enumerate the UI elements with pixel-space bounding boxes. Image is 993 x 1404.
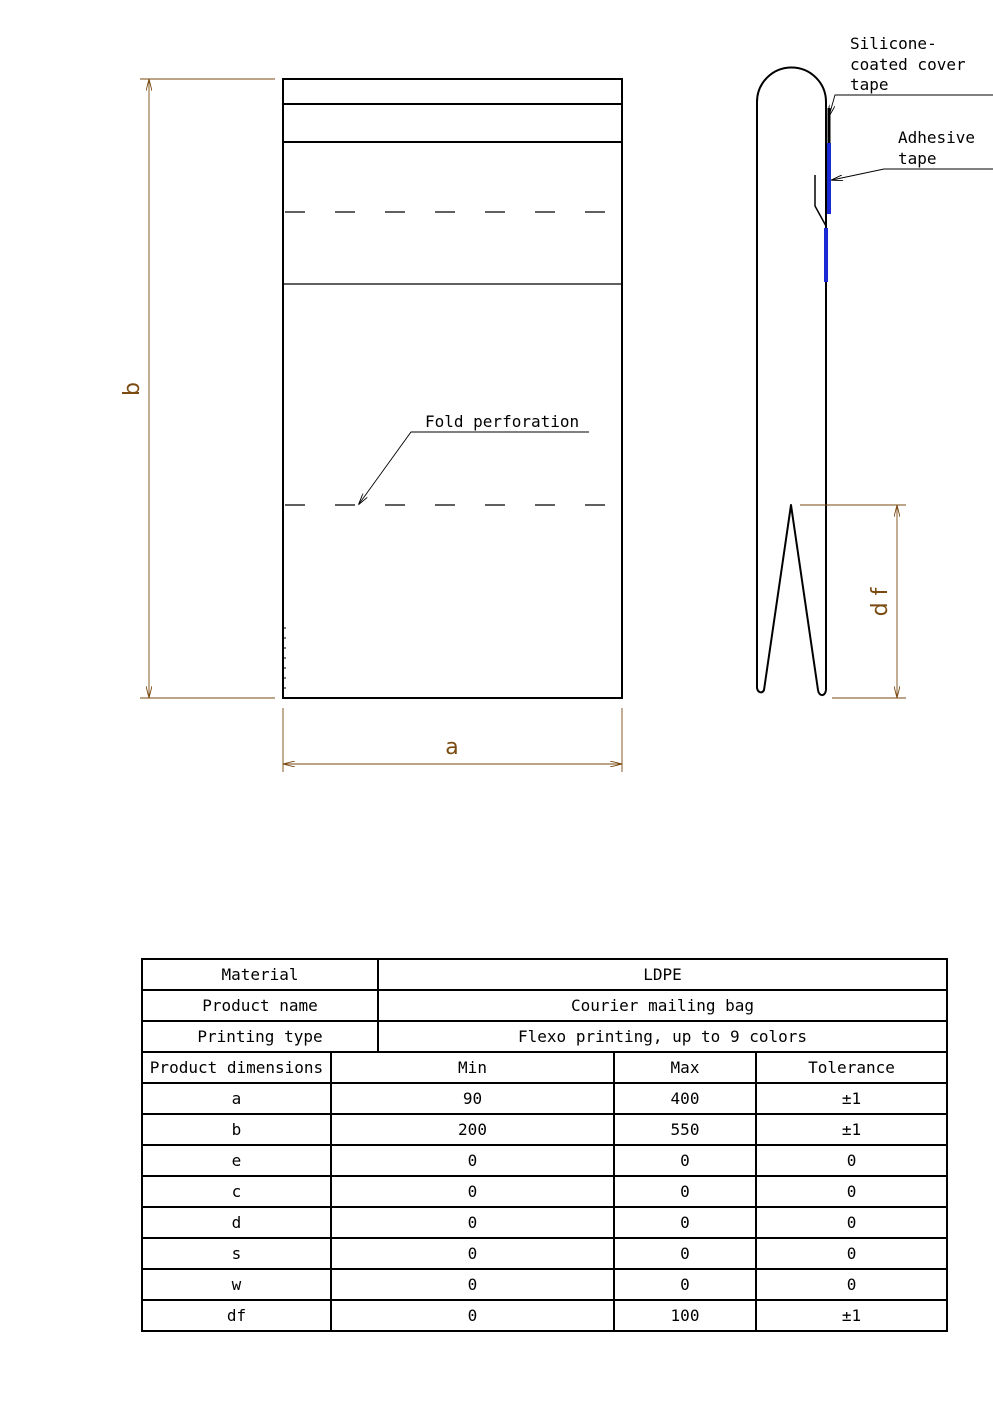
fold-perforation-callout [359,412,589,504]
dim-min: 90 [331,1083,614,1114]
dim-min: 0 [331,1238,614,1269]
dimension-a-label: a [445,735,459,760]
fold-perforation-label: Fold perforation [425,412,580,431]
printing-type-value: Flexo printing, up to 9 colors [378,1021,947,1052]
dim-name: df [142,1300,331,1331]
spec-table [141,958,948,1332]
silicone-tape-label: Silicone- coated cover tape [850,34,966,94]
dimension-b [140,79,275,698]
dim-name: c [142,1176,331,1207]
adhesive-tape-callout [832,128,993,180]
dim-max: 0 [614,1238,756,1269]
side-profile [757,68,826,696]
dimensions-header-row [142,1052,947,1083]
material-value: LDPE [378,959,947,990]
dim-min: 0 [331,1269,614,1300]
dim-max: 550 [614,1114,756,1145]
dim-min: 0 [331,1207,614,1238]
dim-tolerance: 0 [756,1145,947,1176]
dim-tolerance: ±1 [756,1114,947,1145]
dim-tolerance: 0 [756,1176,947,1207]
flap-fold [815,175,826,226]
table-row [142,1300,947,1331]
header-min: Min [331,1052,614,1083]
dim-tolerance: 0 [756,1269,947,1300]
header-max: Max [614,1052,756,1083]
dim-min: 0 [331,1300,614,1331]
dim-name: a [142,1083,331,1114]
table-row [142,1083,947,1114]
dim-max: 0 [614,1269,756,1300]
dim-name: b [142,1114,331,1145]
dim-max: 0 [614,1176,756,1207]
product-name-value: Courier mailing bag [378,990,947,1021]
dimensions-header-label: Product dimensions [142,1052,331,1083]
dim-tolerance: 0 [756,1238,947,1269]
bag-outline [283,79,622,698]
dim-max: 0 [614,1207,756,1238]
silicone-tape-callout [829,34,993,116]
table-row [142,1145,947,1176]
dim-name: e [142,1145,331,1176]
dimension-b-label: b [120,382,145,396]
product-name-label: Product name [142,990,378,1021]
dim-max: 400 [614,1083,756,1114]
table-row [142,1269,947,1300]
dim-max: 0 [614,1145,756,1176]
printing-type-label: Printing type [142,1021,378,1052]
dim-name: d [142,1207,331,1238]
dim-name: s [142,1238,331,1269]
table-row [142,1114,947,1145]
dim-min: 200 [331,1114,614,1145]
table-row [142,1238,947,1269]
table-row [142,1176,947,1207]
dim-min: 0 [331,1145,614,1176]
material-row [142,959,947,990]
dim-tolerance: 0 [756,1207,947,1238]
header-tolerance: Tolerance [756,1052,947,1083]
dim-min: 0 [331,1176,614,1207]
dim-tolerance: ±1 [756,1300,947,1331]
dim-max: 100 [614,1300,756,1331]
printing-type-row [142,1021,947,1052]
bag-side-view [757,68,826,696]
product-name-row [142,990,947,1021]
table-row [142,1207,947,1238]
material-label: Material [142,959,378,990]
bag-front-view [283,79,622,698]
dim-name: w [142,1269,331,1300]
adhesive-tape-label: Adhesive tape [898,128,976,168]
dim-tolerance: ±1 [756,1083,947,1114]
dimension-df-label: d f [868,587,893,617]
